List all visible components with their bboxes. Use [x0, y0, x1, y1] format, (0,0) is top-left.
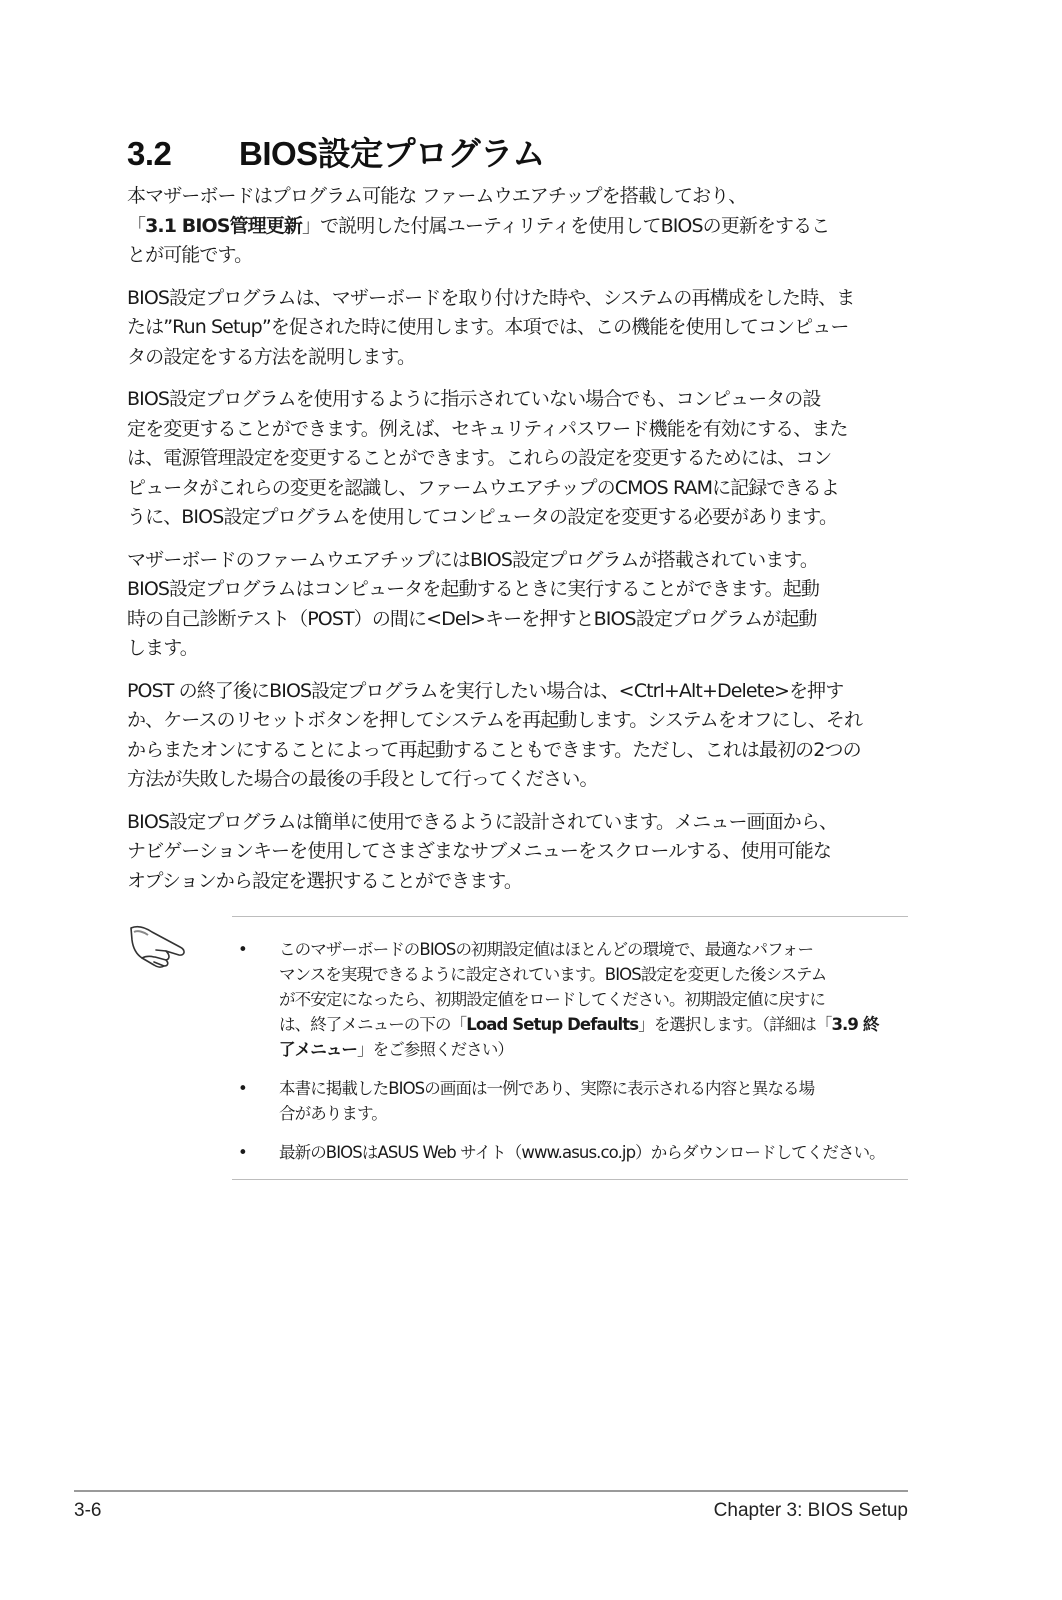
note-item-1-text-mid: 」を選択します。（詳細は「	[638, 1015, 832, 1034]
paragraph-5: POST の終了後にBIOS設定プログラムを実行したい場合は、<Ctrl+Alt+Delete>を押す か、ケースのリセットボタンを押してシステムを再起動します。システムをオフにし、それ からまたオンにすることによって再起動することもできます。ただし、これは最初の2つの 方法が失敗した場合の最後の手段として行ってください。	[127, 679, 863, 790]
section-title: BIOS設定プログラム	[239, 135, 545, 172]
paragraph-6: BIOS設定プログラムは簡単に使用できるように設計されています。メニュー画面から、 ナビゲーションキーを使用してさまざまなサブメニューをスクロールする、使用可能な オプションから設定を選択することができます。	[127, 810, 838, 892]
note-item-1-text-post: 」をご参照ください）	[357, 1040, 514, 1059]
pointing-hand-icon	[128, 922, 198, 968]
note-box	[232, 916, 908, 1180]
note-item-1-text-pre: このマザーボードのBIOSの初期設定値はほとんどの環境で、最適なパフォー マンスを実現できるように設定されています。BIOS設定を変更した後システム が不安定になったら、初期設定値をロードしてください。初期設定値に戻すに は、終了メニューの下の「	[279, 940, 827, 1034]
section-heading	[127, 128, 545, 175]
note-item-1	[232, 937, 908, 1062]
paragraph-1-text-pre: 本マザーボードはプログラム可能な ファームウエアチップを搭載しており、 「	[127, 185, 747, 237]
note-item-2	[232, 1076, 908, 1126]
paragraph-1	[127, 182, 917, 271]
bullet: •	[238, 1079, 247, 1098]
paragraph-2: BIOS設定プログラムは、マザーボードを取り付けた時や、システムの再構成をした時、ま たは”Run Setup”を促された時に使用します。本項では、この機能を使用してコンピュー タの設定をする方法を説明します。	[127, 286, 855, 368]
reference-3-1-bios-update: 3.1 BIOS管理更新	[145, 214, 302, 237]
section-number: 3.2	[127, 135, 172, 172]
paragraph-3: BIOS設定プログラムを使用するように指示されていない場合でも、コンピュータの設 定を変更することができます。例えば、セキュリティパスワード機能を有効にする、また は、電源管理設定を変更することができます。これらの設定を変更するためには、コン ピュータがこれらの変更を認識し、ファームウエアチップのCMOS RAMに記録できるよ うに、BIOS設定プログラムを使用してコンピュータの設定を変更する必要があります。	[127, 388, 848, 528]
note-list	[232, 937, 908, 1165]
reference-3-9-exit-menu: 3.9 終 了メニュー	[279, 1015, 879, 1059]
bullet: •	[238, 1143, 247, 1162]
paragraph-1-text-post: 」で説明した付属ユーティリティを使用してBIOSの更新をするこ とが可能です。	[127, 214, 830, 266]
paragraph-4: マザーボードのファームウエアチップにはBIOS設定プログラムが搭載されています。 BIOS設定プログラムはコンピュータを起動するときに実行することができます。起動 時の自己診断テスト（POST）の間に<Del>キーを押すとBIOS設定プログラムが起動 します。	[127, 548, 819, 659]
note-item-3	[232, 1140, 908, 1165]
page-number: 3-6	[74, 1500, 102, 1521]
note-item-2-text: 本書に掲載したBIOSの画面は一例であり、実際に表示される内容と異なる場 合があります。	[279, 1079, 815, 1123]
load-setup-defaults-label: Load Setup Defaults	[466, 1015, 639, 1034]
body-text	[127, 182, 917, 909]
note-item-3-text: 最新のBIOSはASUS Web サイト（www.asus.co.jp）からダウンロードしてください。	[279, 1143, 885, 1162]
bullet: •	[238, 940, 247, 959]
chapter-title: Chapter 3: BIOS Setup	[713, 1500, 908, 1521]
footer-divider	[74, 1490, 908, 1492]
